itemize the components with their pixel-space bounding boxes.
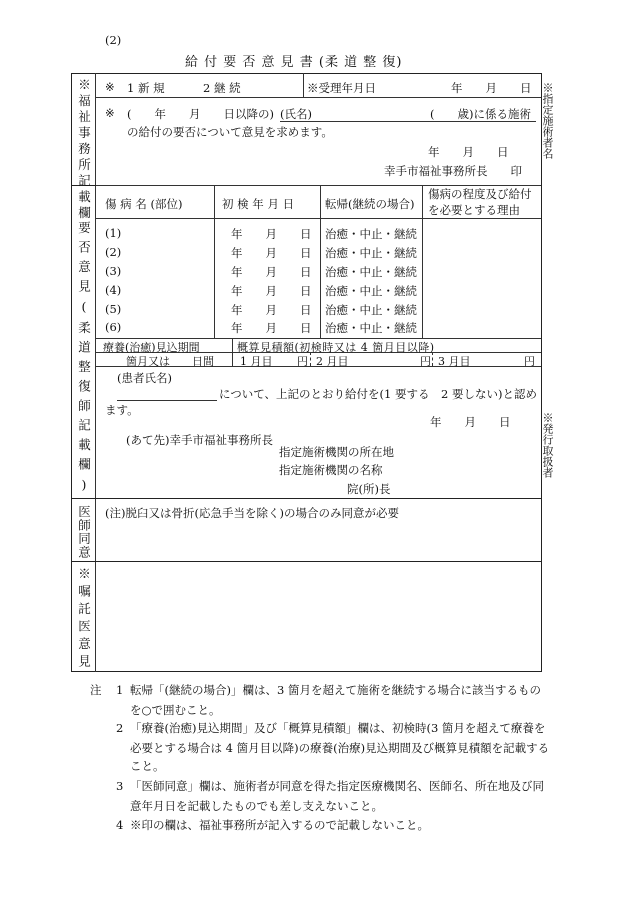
disease-no: (3) [105,264,122,278]
disease-no: (4) [105,283,122,297]
note2-number: 2 [116,721,124,735]
first-visit-date: 年 月 日 [231,284,312,298]
form-title: 給 付 要 否 意 見 書 (柔 道 整 復) [185,55,403,70]
disease-no: (6) [105,320,122,334]
note4-line1: ※印の欄は、福祉事務所が記入するので記載しないこと。 [130,818,429,832]
patient-name-label: (患者氏名) [117,371,172,385]
note2-line2: 必要とする場合は 4 箇月目以降)の療養(治療)見込期間及び概算見積額を記載する [130,741,550,755]
option-new: 1 新 規 [127,81,165,95]
facility-location: 指定施術機関の所在地 [279,445,394,459]
note3-number: 3 [116,779,124,793]
col-sep-outcome [422,185,423,338]
divider-row1 [95,97,541,98]
patient-name-underline [117,400,217,401]
received-date-label: ※受理年月日 [307,81,376,95]
request-date: 年 月 日 [428,145,509,159]
header-reason-l1: 傷病の程度及び給付 [428,187,532,201]
note3-line1: 「医師同意」欄は、施術者が同意を得た指定医療機関名、医師名、所在地及び同 [130,779,544,793]
divider-doctor-end [71,561,542,562]
divider-opinion-end [71,498,542,499]
first-visit-date: 年 月 日 [231,227,312,241]
note4-number: 4 [116,818,124,832]
estimate-yen1: 円 [297,355,308,368]
estimate-label: 概算見積額(初検時又は 4 箇月目以降) [237,341,435,354]
outcome-options: 治癒・中止・継続 [325,265,417,279]
label-doctor-consent: 医師同意 [76,505,92,559]
first-visit-date: 年 月 日 [231,265,312,279]
facility-name: 指定施術機関の名称 [279,463,383,477]
first-visit-date: 年 月 日 [231,321,312,335]
disease-no: (5) [105,302,122,316]
request-mark: ※ [105,106,115,120]
estimate-month3: 3 月目 [438,355,471,368]
note2-line1: 「療養(治癒)見込期間」及び「概算見積額」欄は、初検時(3 箇月を超えて療養を [130,721,546,735]
estimate-yen3: 円 [524,355,535,368]
divider-header [95,218,541,219]
label-designated-practitioner: ※指定施術者名 [541,82,554,159]
estimate-month1: 1 月目 [240,355,273,368]
outcome-options: 治癒・中止・継続 [325,303,417,317]
header-outcome: 転帰(継続の場合) [325,197,415,211]
note1-line1: 転帰「(継続の場合)」欄は、3 箇月を超えて施術を継続する場合に該当するもの [130,683,541,697]
note3-line2: 意年月日を記載したものでも差し支えないこと。 [130,799,383,813]
note1-number: 1 [116,683,124,697]
header-first-visit: 初 検 年 月 日 [222,197,295,211]
note1-line2: を○で囲むこと。 [130,703,221,717]
outcome-options: 治癒・中止・継続 [325,246,417,260]
label-issuer: ※発行取扱者 [541,412,554,478]
col-sep-disease [214,185,215,338]
period-label: 療養(治癒)見込期間 [103,341,200,354]
header-disease: 傷 病 名 (部位) [105,197,183,211]
col-sep-date [320,185,321,338]
facility-head: 院(所)長 [347,482,391,496]
period-sep [232,338,233,366]
doctor-consent-note: (注)脱臼又は骨折(応急手当を除く)の場合のみ同意が必要 [105,506,399,520]
estimate-month2: 2 月目 [316,355,349,368]
outcome-options: 治癒・中止・継続 [325,284,417,298]
first-visit-date: 年 月 日 [231,246,312,260]
label-opinion: 要否意見(柔道整復師記載欄) [76,221,92,499]
form-number: (2) [105,33,122,47]
outcome-options: 治癒・中止・継続 [325,227,417,241]
label-welfare-office: ※福祉事務所記載欄 [76,78,92,222]
request-name-label: (氏名) [280,107,312,121]
opinion-text-l2: ます。 [105,403,139,417]
disease-no: (1) [105,226,122,240]
estimate-yen2: 円 [420,355,431,368]
label-column-separator [95,73,96,672]
row1-mark: ※ [105,80,115,94]
outcome-options: 治癒・中止・継続 [325,321,417,335]
office-head: 幸手市福祉事務所長 印 [384,164,522,178]
request-age: ( 歳)に係る施術 [430,107,531,121]
addressee: (あて先)幸手市福祉事務所長 [126,433,273,447]
notes-head: 注 [90,683,102,697]
disease-no: (2) [105,245,122,259]
first-visit-date: 年 月 日 [231,303,312,317]
received-date: 年 月 日 [451,81,532,95]
row1-sep [303,73,304,97]
opinion-text-l1: について、上記のとおり給付を(1 要する 2 要しない)と認め [219,387,537,401]
request-since: ( 年 月 日以降の) [127,107,274,121]
label-consign-doctor: ※嘱託医意見 [76,567,92,672]
period-value: 箇月又は 日間 [126,355,214,368]
header-reason-l2: を必要とする理由 [428,203,520,217]
option-continue: 2 継 続 [203,81,241,95]
opinion-date: 年 月 日 [430,415,511,429]
request-line2: の給付の要否について意見を求めます。 [127,125,333,139]
note2-line3: こと。 [130,759,165,773]
